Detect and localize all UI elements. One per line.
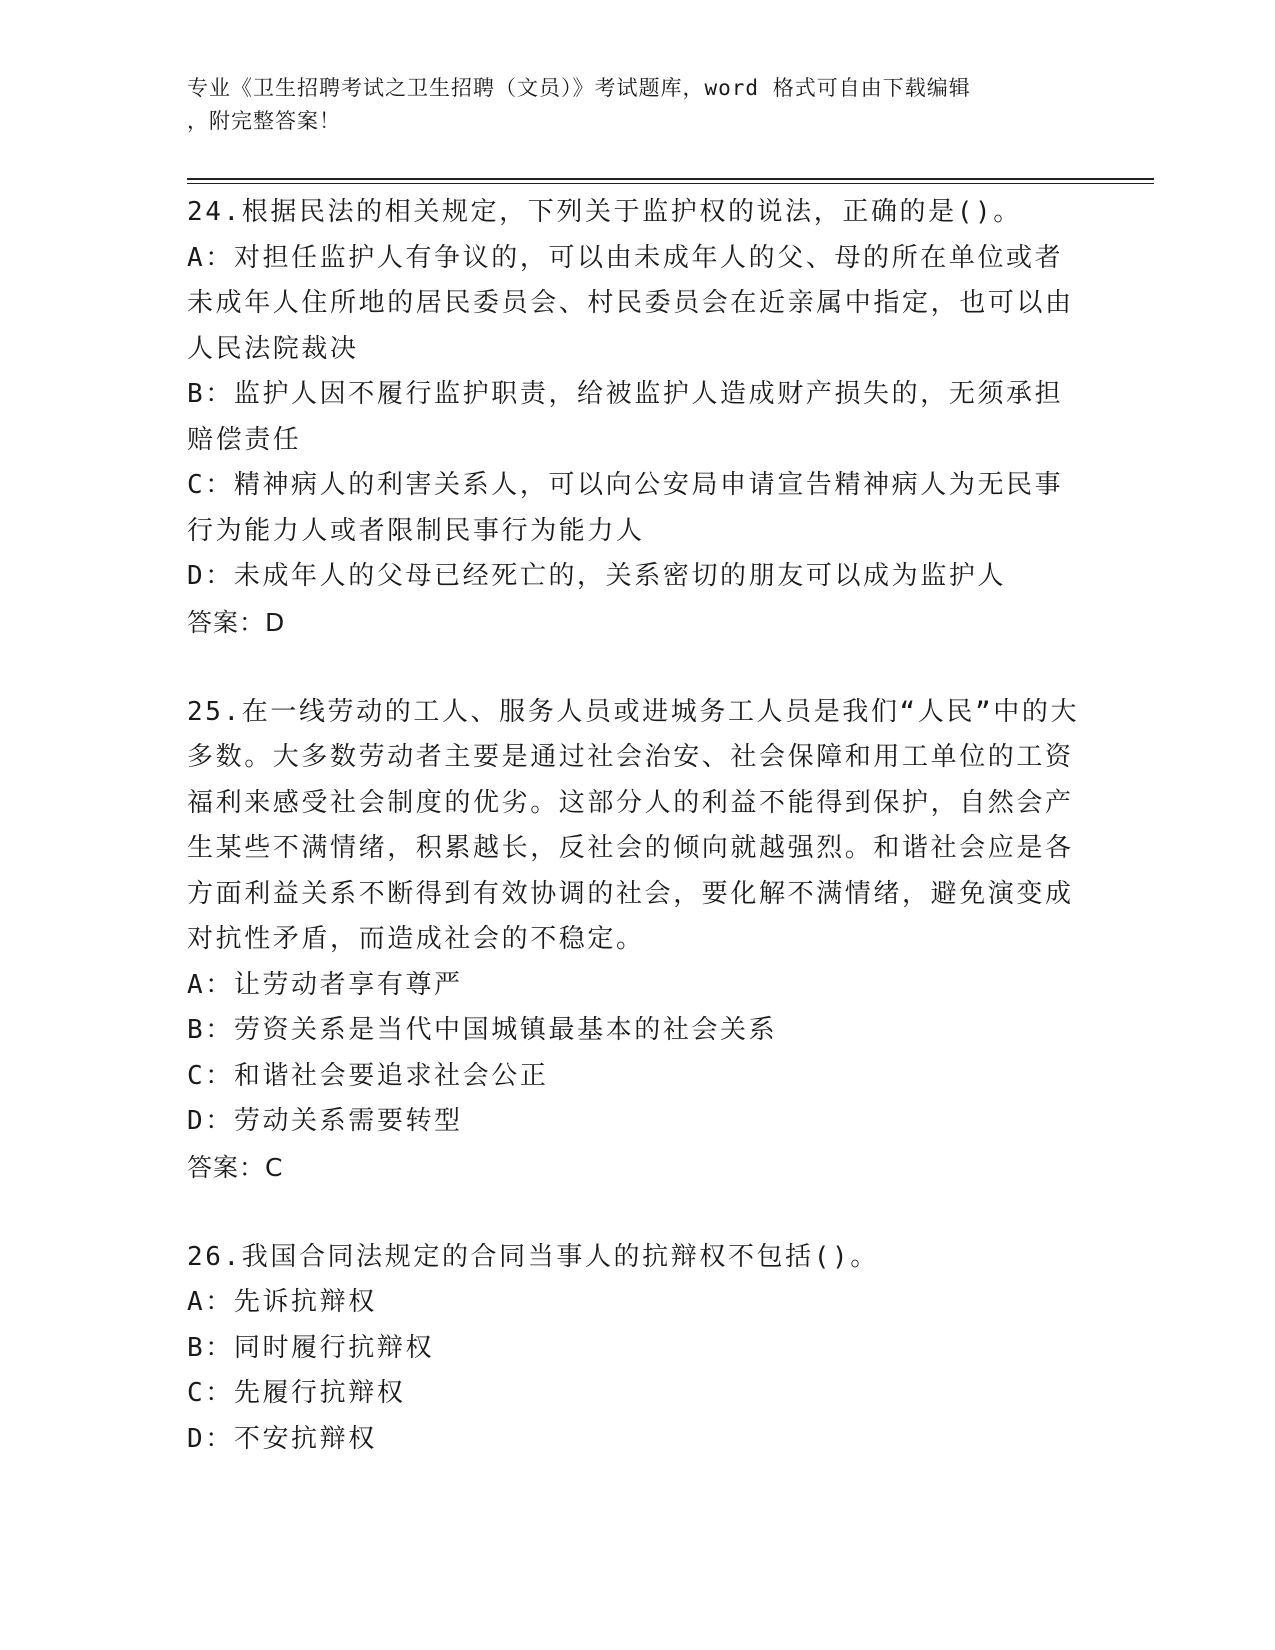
question-text: 25.在一线劳动的工人、服务人员或进城务工人员是我们“人民”中的大多数。大多数劳动者主要是通过社会治安、社会保障和用工单位的工资福利来感受社会制度的优劣。这部分人的利益不能得到保护，自然会产生某些不满情绪，积累越长，反社会的倾向就越强烈。和谐社会应是各方面利益关系不断得到有效协调的社会，要化解不满情绪，避免演变成对抗性矛盾，而造成社会的不稳定。	[187, 696, 1080, 954]
header-rule-thin	[187, 183, 1154, 184]
question-list	[187, 190, 1087, 1462]
answer: 答案：D	[187, 607, 286, 637]
option-a: A：先诉抗辩权	[187, 1287, 377, 1317]
answer: 答案：C	[187, 1152, 284, 1182]
header-rule-thick	[187, 178, 1154, 180]
page-header	[187, 72, 1067, 138]
option-b: B：同时履行抗辩权	[187, 1332, 435, 1363]
question-24	[187, 190, 1087, 646]
option-d: D：未成年人的父母已经死亡的，关系密切的朋友可以成为监护人	[187, 561, 1007, 591]
question-25	[187, 690, 1087, 1191]
option-b: B：劳资关系是当代中国城镇最基本的社会关系	[187, 1015, 778, 1045]
header-line-2: ，附完整答案！	[187, 109, 341, 133]
option-a: A：对担任监护人有争议的，可以由未成年人的父、母的所在单位或者未成年人住所地的居民委员会、村民委员会在近亲属中指定，也可以由人民法院裁决	[187, 242, 1074, 364]
question-text: 24.根据民法的相关规定，下列关于监护权的说法，正确的是()。	[187, 197, 1022, 227]
option-d: D：劳动关系需要转型	[187, 1106, 463, 1136]
option-d: D：不安抗辩权	[187, 1423, 377, 1454]
question-text: 26.我国合同法规定的合同当事人的抗辩权不包括()。	[187, 1241, 879, 1272]
question-26	[187, 1235, 1087, 1463]
option-b: B：监护人因不履行监护职责，给被监护人造成财产损失的，无须承担赔偿责任	[187, 379, 1064, 455]
header-line-1: 专业《卫生招聘考试之卫生招聘（文员）》考试题库，word 格式可自由下载编辑	[187, 76, 971, 100]
option-c: C：先履行抗辩权	[187, 1378, 406, 1408]
option-a: A：让劳动者享有尊严	[187, 969, 463, 1000]
option-c: C：和谐社会要追求社会公正	[187, 1060, 549, 1091]
option-c: C：精神病人的利害关系人，可以向公安局申请宣告精神病人为无民事行为能力人或者限制民事行为能力人	[187, 470, 1064, 546]
